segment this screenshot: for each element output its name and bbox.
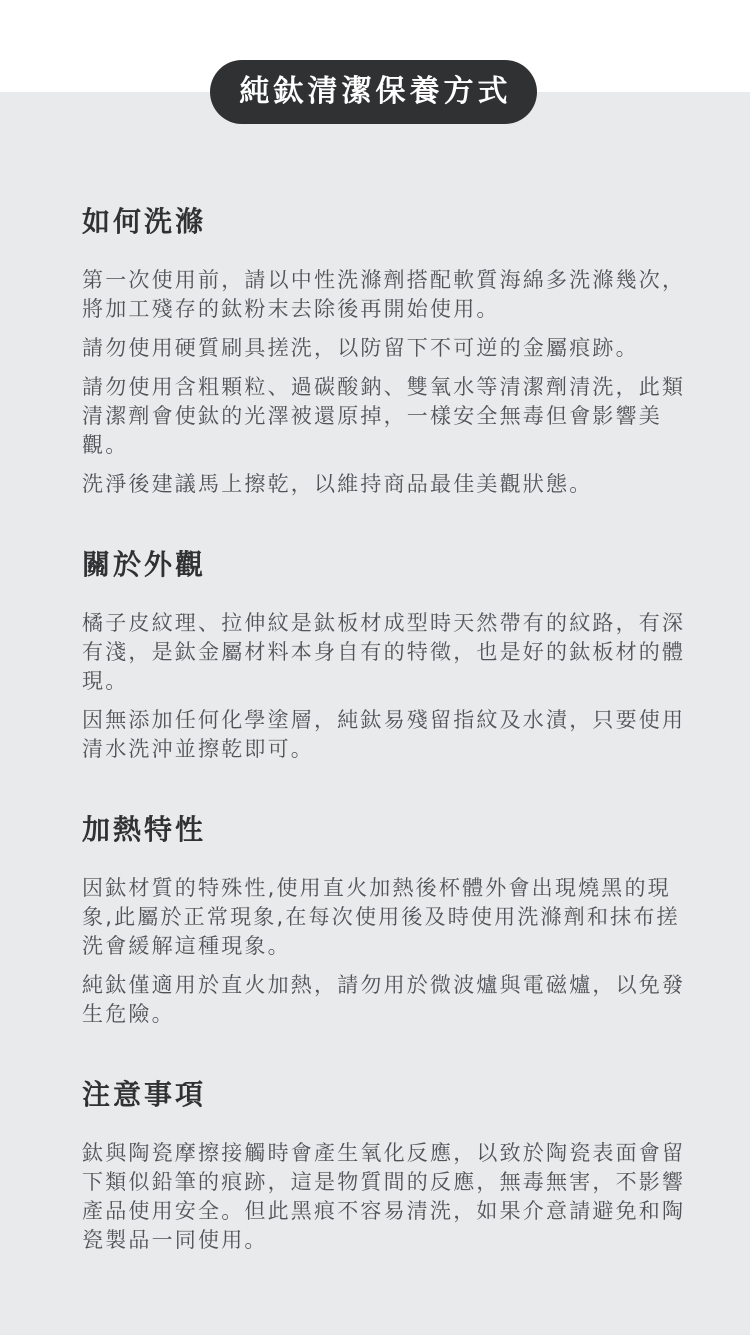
care-instructions — [82, 202, 692, 1301]
section-heating — [82, 810, 692, 1029]
section-heading: 如何洗滌 — [82, 205, 207, 238]
section-heading: 注意事項 — [82, 1078, 207, 1111]
paragraph: 因鈦材質的特殊性,使用直火加熱後杯體外會出現燒黑的現象,此屬於正常現象,在每次使用後及時使用洗滌劑和抹布搓洗會緩解這種現象。 — [82, 876, 680, 958]
page-title: 純鈦清潔保養方式 — [210, 60, 537, 124]
section-heading: 關於外觀 — [82, 548, 207, 581]
paragraph: 請勿使用硬質刷具搓洗，以防留下不可逆的金屬痕跡。 — [82, 336, 639, 360]
paragraph: 因無添加任何化學塗層，純鈦易殘留指紋及水漬，只要使用清水洗沖並擦乾即可。 — [82, 708, 686, 761]
paragraph: 請勿使用含粗顆粒、過碳酸鈉、雙氧水等清潔劑清洗，此類清潔劑會使鈦的光澤被還原掉，一樣安全無毒但會影響美觀。 — [82, 375, 686, 457]
paragraph: 鈦與陶瓷摩擦接觸時會產生氧化反應，以致於陶瓷表面會留下類似鉛筆的痕跡，這是物質間的反應，無毒無害，不影響產品使用安全。但此黑痕不容易清洗，如果介意請避免和陶瓷製品一同使用。 — [82, 1141, 686, 1252]
section-heading: 加熱特性 — [82, 813, 207, 846]
paragraph: 純鈦僅適用於直火加熱，請勿用於微波爐與電磁爐，以免發生危險。 — [82, 973, 686, 1026]
paragraph: 橘子皮紋理、拉伸紋是鈦板材成型時天然帶有的紋路，有深有淺，是鈦金屬材料本身自有的特徵，也是好的鈦板材的體現。 — [82, 611, 686, 693]
section-notes — [82, 1075, 692, 1255]
section-appearance — [82, 545, 692, 764]
section-washing — [82, 202, 692, 499]
paragraph: 洗淨後建議馬上擦乾，以維持商品最佳美觀狀態。 — [82, 472, 593, 496]
paragraph: 第一次使用前，請以中性洗滌劑搭配軟質海綿多洗滌幾次，將加工殘存的鈦粉末去除後再開始使用。 — [82, 268, 686, 321]
